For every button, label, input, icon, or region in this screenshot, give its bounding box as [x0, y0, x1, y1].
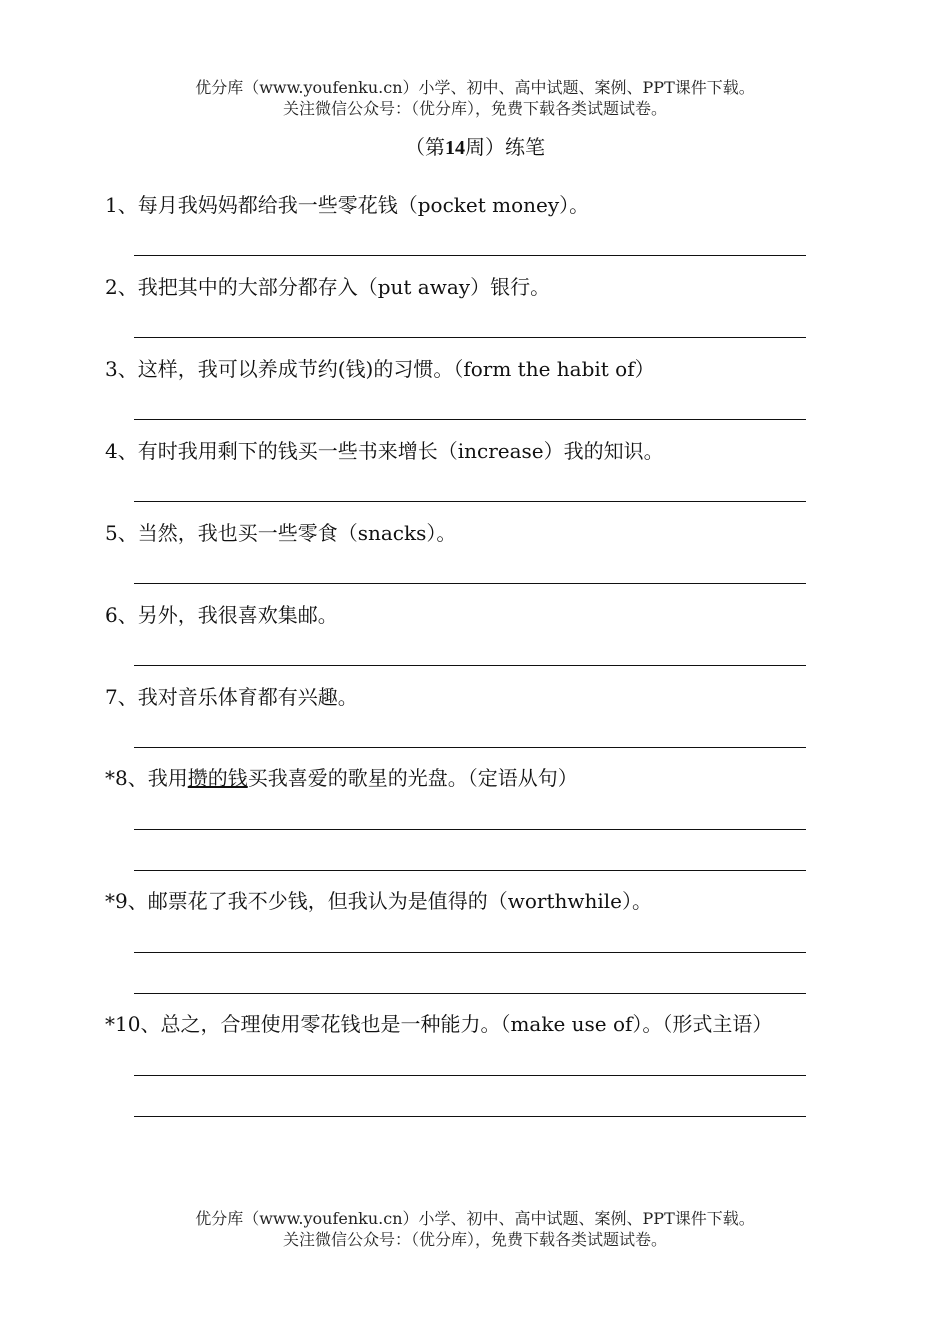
question-9: *9、邮票花了我不少钱，但我认为是值得的（worthwhile）。	[105, 889, 652, 913]
question-5: 5、当然，我也买一些零食（snacks）。	[105, 521, 457, 545]
question-8-pre: *8、我用	[105, 766, 188, 790]
answer-line[interactable]	[134, 870, 806, 871]
question-6: 6、另外，我很喜欢集邮。	[105, 603, 338, 627]
question-3: 3、这样，我可以养成节约(钱)的习惯。（form the habit of）	[105, 357, 655, 381]
answer-line[interactable]	[134, 829, 806, 830]
question-4: 4、有时我用剩下的钱买一些书来增长（increase）我的知识。	[105, 439, 664, 463]
answer-line[interactable]	[134, 255, 806, 256]
answer-line[interactable]	[134, 501, 806, 502]
header-line-2: 关注微信公众号：（优分库），免费下载各类试题试卷。	[282, 99, 667, 118]
question-8-underlined: 攒的钱	[187, 766, 248, 790]
answer-line[interactable]	[134, 1116, 806, 1117]
answer-line[interactable]	[134, 1075, 806, 1076]
footer-line-1: 优分库（www.youfenku.cn）小学、初中、高中试题、案例、PPT课件下载。	[195, 1209, 755, 1228]
answer-line[interactable]	[134, 337, 806, 338]
question-8	[105, 765, 578, 791]
title-suffix: 周）练笔	[465, 135, 545, 159]
answer-line[interactable]	[134, 665, 806, 666]
answer-line[interactable]	[134, 583, 806, 584]
answer-line[interactable]	[134, 747, 806, 748]
answer-line[interactable]	[134, 952, 806, 953]
page-title	[0, 134, 950, 161]
title-prefix: （第	[405, 135, 445, 159]
header-line-1: 优分库（www.youfenku.cn）小学、初中、高中试题、案例、PPT课件下载。	[195, 78, 755, 97]
question-10: *10、总之，合理使用零花钱也是一种能力。（make use of）。（形式主语）	[105, 1012, 773, 1036]
question-7: 7、我对音乐体育都有兴趣。	[105, 685, 358, 709]
footer-line-2: 关注微信公众号：（优分库），免费下载各类试题试卷。	[282, 1230, 667, 1249]
answer-line[interactable]	[134, 993, 806, 994]
question-2: 2、我把其中的大部分都存入（put away）银行。	[105, 275, 551, 299]
question-1: 1、每月我妈妈都给我一些零花钱（pocket money）。	[105, 193, 590, 217]
question-8-post: 买我喜爱的歌星的光盘。（定语从句）	[247, 766, 578, 790]
answer-line[interactable]	[134, 419, 806, 420]
title-week: 14	[445, 137, 465, 159]
